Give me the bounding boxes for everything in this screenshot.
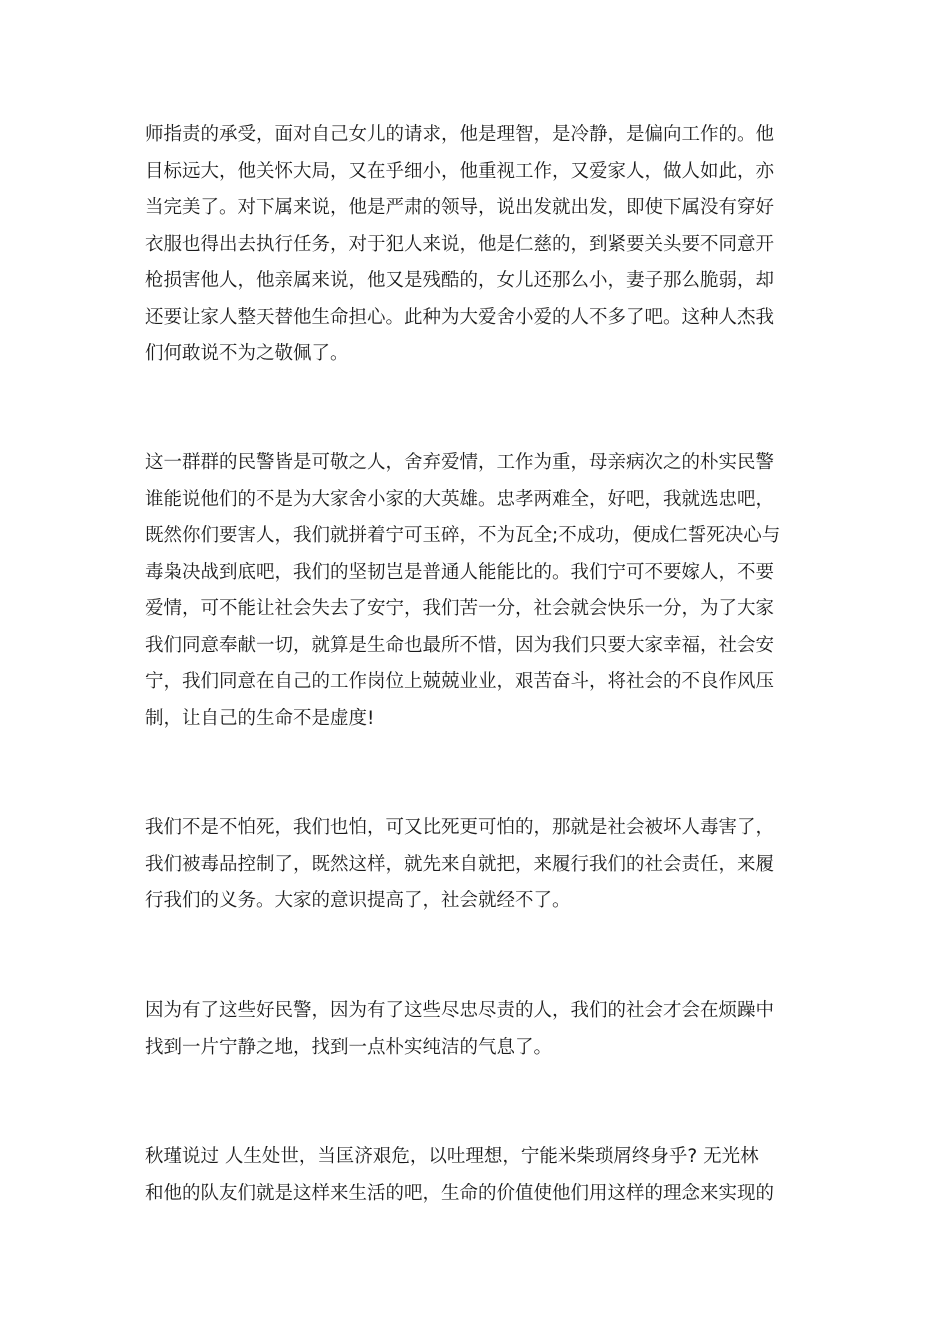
text-line: 我们不是不怕死，我们也怕，可又比死更可怕的，那就是社会被坏人毒害了， [145, 817, 775, 838]
text-line: 我们被毒品控制了，既然这样，就先来自就把，来履行我们的社会责任，来履 [145, 853, 775, 875]
text-line: 秋瑾说过 人生处世，当匡济艰危，以吐理想，宁能米柴琐屑终身乎? 无光林 [145, 1146, 759, 1167]
text-line: 谁能说他们的不是为大家舍小家的大英雄。忠孝两难全，好吧，我就选忠吧， [145, 488, 775, 510]
text-line: 爱情，可不能让社会失去了安宁，我们苦一分，社会就会快乐一分，为了大家 [145, 598, 775, 619]
text-line: 还要让家人整天替他生命担心。此种为大爱舍小爱的人不多了吧。这种人杰我 [145, 306, 775, 328]
text-line: 既然你们要害人，我们就拼着宁可玉碎，不为瓦全;不成功，便成仁誓死决心与 [145, 525, 781, 546]
text-line: 衣服也得出去执行任务，对于犯人来说，他是仁慈的，到紧要关头要不同意开 [145, 233, 775, 255]
text-line: 目标远大，他关怀大局，又在乎细小，他重视工作，又爱家人，做人如此，亦 [145, 160, 775, 182]
text-line: 因为有了这些好民警，因为有了这些尽忠尽责的人，我们的社会才会在烦躁中 [145, 1000, 775, 1021]
paragraph-2 [145, 445, 815, 737]
text-line: 和他的队友们就是这样来生活的吧，生命的价值使他们用这样的理念来实现的 [145, 1182, 775, 1204]
paragraph-5 [145, 1139, 815, 1212]
text-line: 行我们的义务。大家的意识提高了，社会就经不了。 [145, 890, 571, 911]
text-line: 宁，我们同意在自己的工作岗位上兢兢业业，艰苦奋斗，将社会的不良作风压 [145, 671, 775, 692]
text-line: 制，让自己的生命不是虚度! [145, 707, 375, 729]
text-line: 当完美了。对下属来说，他是严肃的领导，说出发就出发，即使下属没有穿好 [145, 197, 775, 218]
paragraph-1 [145, 117, 815, 373]
text-line: 这一群群的民警皆是可敬之人，舍弃爱情，工作为重，母亲病次之的朴实民警 [145, 452, 775, 473]
text-line: 们何敢说不为之敬佩了。 [145, 343, 349, 364]
text-line: 我们同意奉献一切，就算是生命也最所不惜，因为我们只要大家幸福，社会安 [145, 634, 775, 656]
text-line: 毒枭决战到底吧，我们的坚韧岂是普通人能能比的。我们宁可不要嫁人，不要 [145, 561, 775, 583]
text-line: 找到一片宁静之地，找到一点朴实纯洁的气息了。 [145, 1036, 553, 1058]
paragraph-3 [145, 810, 815, 920]
text-line: 师指责的承受，面对自己女儿的请求，他是理智，是冷静，是偏向工作的。他 [145, 124, 775, 145]
paragraph-4 [145, 993, 815, 1066]
text-line: 枪损害他人，他亲属来说，他又是残酷的，女儿还那么小，妻子那么脆弱，却 [145, 270, 775, 291]
